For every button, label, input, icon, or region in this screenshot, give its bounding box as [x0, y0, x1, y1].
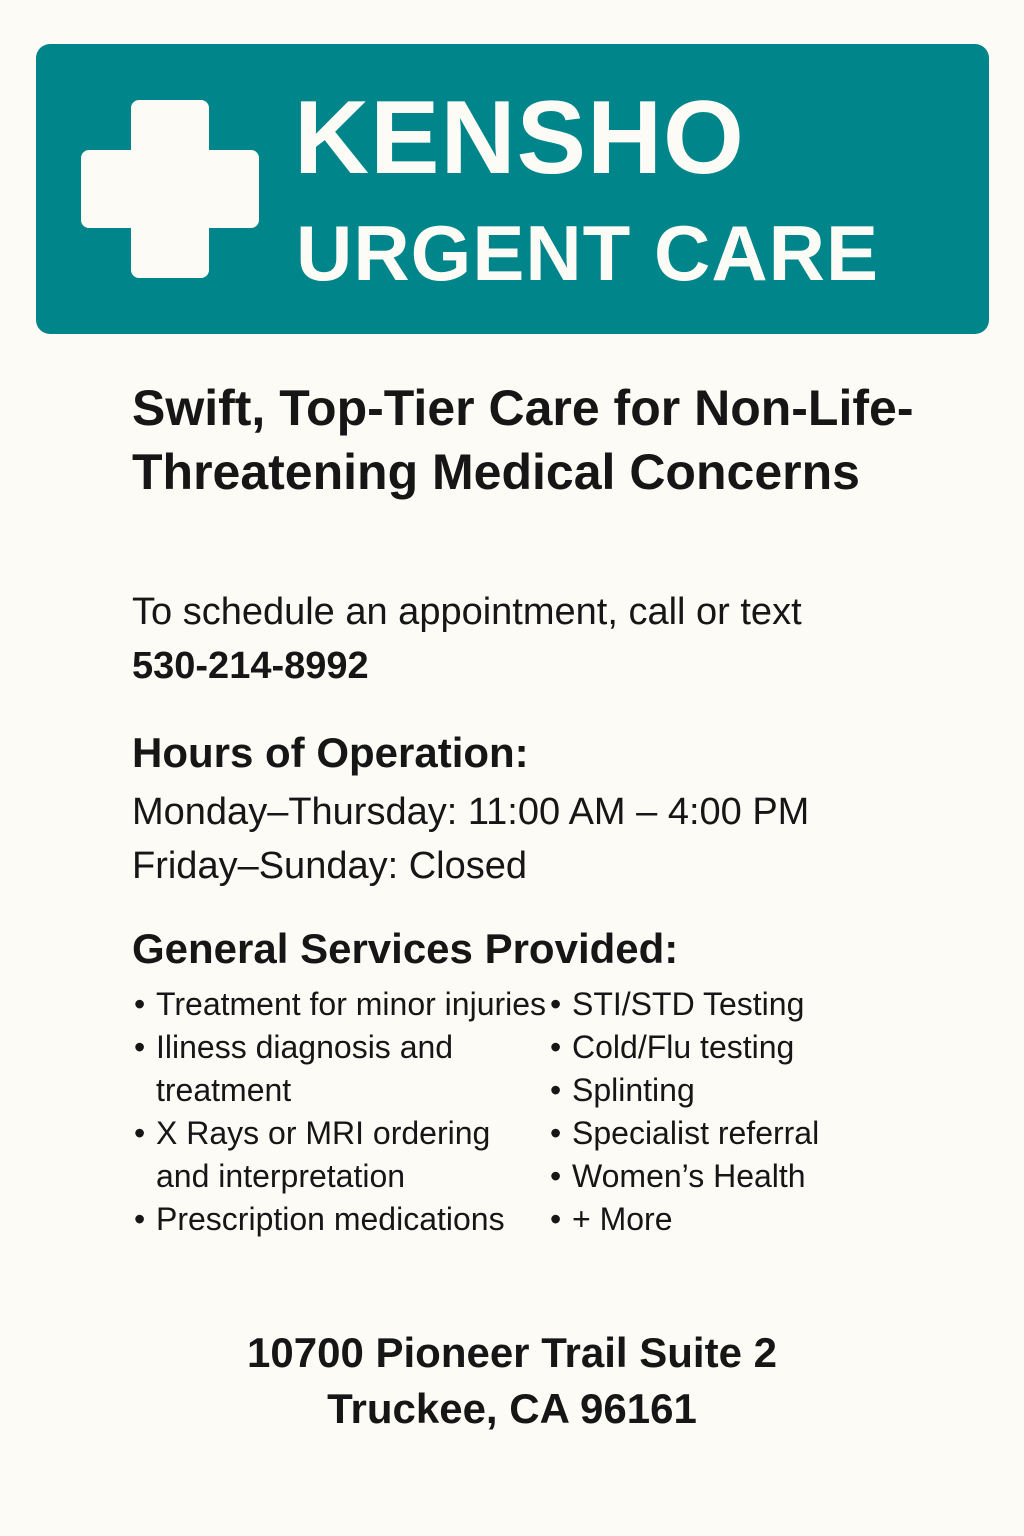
service-item: • STI/STD Testing: [548, 983, 888, 1026]
services-list-left: [132, 983, 552, 1241]
address-street: 10700 Pioneer Trail Suite 2: [247, 1329, 777, 1376]
address-city: Truckee, CA 96161: [327, 1385, 697, 1432]
service-item: • Specialist referral: [548, 1112, 888, 1155]
headline: Swift, Top-Tier Care for Non-Life-Threatening Medical Concerns: [132, 380, 914, 500]
service-item: • X Rays or MRI ordering and interpretation: [132, 1112, 552, 1198]
services-list-right: [548, 983, 888, 1241]
service-item: • Treatment for minor injuries: [132, 983, 552, 1026]
service-item: • Iliness diagnosis and treatment: [132, 1026, 552, 1112]
cross-horizontal-bar: [81, 150, 259, 228]
brand-subtitle: URGENT CARE: [296, 209, 880, 297]
services-heading: General Services Provided:: [132, 925, 679, 972]
service-item: • Cold/Flu testing: [548, 1026, 888, 1069]
service-item: • Splinting: [548, 1069, 888, 1112]
medical-cross-icon: [81, 100, 259, 278]
schedule-text: To schedule an appointment, call or text: [132, 591, 802, 633]
brand-name: KENSHO: [294, 80, 745, 196]
phone-number: 530-214-8992: [132, 645, 369, 687]
service-item: • + More: [548, 1198, 888, 1241]
hours-weekday: Monday–Thursday: 11:00 AM – 4:00 PM: [132, 791, 810, 833]
hours-heading: Hours of Operation:: [132, 729, 529, 776]
service-item: • Prescription medications: [132, 1198, 552, 1241]
service-item: • Women’s Health: [548, 1155, 888, 1198]
header-banner: [36, 44, 989, 334]
hours-weekend: Friday–Sunday: Closed: [132, 845, 527, 887]
